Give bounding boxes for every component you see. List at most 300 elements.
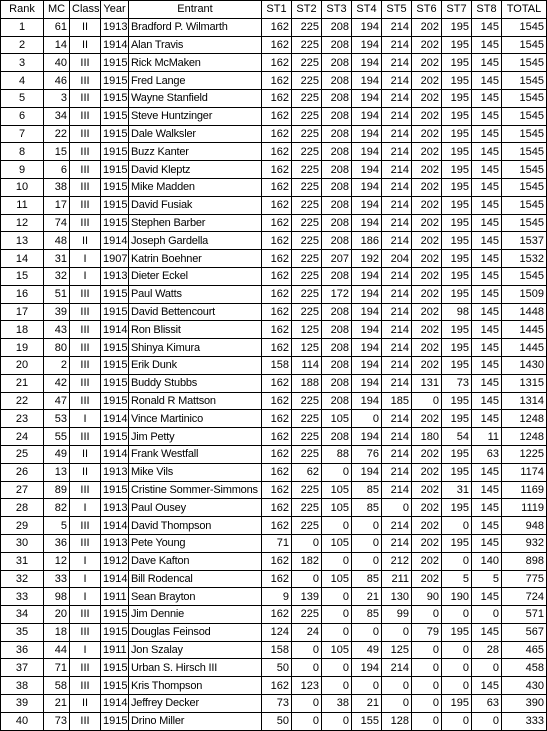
st3-cell: 0 (322, 659, 352, 677)
st6-cell: 202 (412, 72, 442, 90)
mc-cell: 14 (44, 36, 70, 54)
st2-cell: 225 (292, 178, 322, 196)
total-cell: 932 (502, 534, 547, 552)
st2-cell: 0 (292, 570, 322, 588)
mc-cell: 44 (44, 641, 70, 659)
entrant-cell: Sean Brayton (129, 588, 262, 606)
st4-cell: 49 (352, 641, 382, 659)
st8-cell: 145 (472, 321, 502, 339)
year-cell: 1913 (101, 463, 129, 481)
st8-cell: 145 (472, 392, 502, 410)
total-cell: 724 (502, 588, 547, 606)
st3-cell: 172 (322, 285, 352, 303)
st3-cell: 208 (322, 356, 352, 374)
rank-cell: 15 (1, 267, 44, 285)
st2-cell: 225 (292, 196, 322, 214)
st8-cell: 140 (472, 552, 502, 570)
st3-cell: 208 (322, 36, 352, 54)
class-cell: II (70, 36, 101, 54)
rank-cell: 21 (1, 374, 44, 392)
st5-cell: 212 (382, 552, 412, 570)
mc-cell: 21 (44, 695, 70, 713)
st1-cell: 162 (262, 481, 292, 499)
st6-cell: 0 (412, 695, 442, 713)
st8-cell: 145 (472, 356, 502, 374)
rank-cell: 12 (1, 214, 44, 232)
entrant-cell: Jeffrey Decker (129, 695, 262, 713)
total-cell: 1174 (502, 463, 547, 481)
st5-cell: 185 (382, 392, 412, 410)
st7-cell: 195 (442, 463, 472, 481)
st1-cell: 162 (262, 570, 292, 588)
st3-cell: 208 (322, 392, 352, 410)
mc-cell: 39 (44, 303, 70, 321)
st2-cell: 225 (292, 214, 322, 232)
st4-cell: 194 (352, 107, 382, 125)
mc-cell: 31 (44, 250, 70, 268)
total-cell: 1445 (502, 339, 547, 357)
st6-cell: 202 (412, 285, 442, 303)
mc-cell: 74 (44, 214, 70, 232)
st7-cell: 195 (442, 161, 472, 179)
st3-cell: 208 (322, 374, 352, 392)
mc-cell: 47 (44, 392, 70, 410)
total-cell: 430 (502, 677, 547, 695)
st8-cell: 145 (472, 303, 502, 321)
mc-cell: 80 (44, 339, 70, 357)
table-row (1, 517, 547, 535)
table-row (1, 374, 547, 392)
st1-cell: 71 (262, 534, 292, 552)
total-cell: 948 (502, 517, 547, 535)
st2-cell: 0 (292, 534, 322, 552)
st5-cell: 214 (382, 659, 412, 677)
mc-cell: 20 (44, 606, 70, 624)
total-cell: 1445 (502, 321, 547, 339)
st7-cell: 0 (442, 517, 472, 535)
st6-cell: 202 (412, 445, 442, 463)
entrant-cell: Ronald R Mattson (129, 392, 262, 410)
st7-cell: 195 (442, 72, 472, 90)
table-row (1, 214, 547, 232)
table-row (1, 161, 547, 179)
st7-cell: 0 (442, 659, 472, 677)
st1-cell: 162 (262, 232, 292, 250)
mc-cell: 51 (44, 285, 70, 303)
st7-cell: 195 (442, 410, 472, 428)
entrant-cell: Cristine Sommer-Simmons (129, 481, 262, 499)
year-cell: 1915 (101, 712, 129, 730)
class-cell: III (70, 89, 101, 107)
class-cell: II (70, 695, 101, 713)
st3-cell: 208 (322, 321, 352, 339)
year-cell: 1914 (101, 570, 129, 588)
st6-cell: 79 (412, 623, 442, 641)
st3-cell: 208 (322, 178, 352, 196)
class-cell: I (70, 250, 101, 268)
st1-cell: 162 (262, 107, 292, 125)
st3-cell: 38 (322, 695, 352, 713)
entrant-cell: Jim Dennie (129, 606, 262, 624)
st1-cell: 162 (262, 677, 292, 695)
st7-cell: 195 (442, 339, 472, 357)
st7-cell: 195 (442, 623, 472, 641)
class-cell: III (70, 374, 101, 392)
st8-cell: 145 (472, 196, 502, 214)
st7-cell: 195 (442, 36, 472, 54)
st4-cell: 194 (352, 72, 382, 90)
st7-cell: 31 (442, 481, 472, 499)
year-cell: 1915 (101, 107, 129, 125)
st8-cell: 145 (472, 534, 502, 552)
st6-cell: 202 (412, 267, 442, 285)
st8-cell: 0 (472, 606, 502, 624)
year-cell: 1915 (101, 161, 129, 179)
class-cell: I (70, 588, 101, 606)
st3-cell: 88 (322, 445, 352, 463)
st4-cell: 194 (352, 18, 382, 36)
rank-cell: 8 (1, 143, 44, 161)
rank-cell: 30 (1, 534, 44, 552)
total-cell: 1315 (502, 374, 547, 392)
st1-cell: 162 (262, 499, 292, 517)
st4-cell: 194 (352, 374, 382, 392)
st3-cell: 208 (322, 143, 352, 161)
mc-cell: 22 (44, 125, 70, 143)
class-cell: II (70, 232, 101, 250)
st8-cell: 63 (472, 445, 502, 463)
class-cell: III (70, 285, 101, 303)
total-cell: 1448 (502, 303, 547, 321)
st2-cell: 182 (292, 552, 322, 570)
year-cell: 1915 (101, 303, 129, 321)
class-cell: III (70, 125, 101, 143)
header-row (1, 1, 547, 19)
entrant-cell: Vince Martinico (129, 410, 262, 428)
st5-cell: 214 (382, 232, 412, 250)
table-row (1, 641, 547, 659)
st2-cell: 0 (292, 641, 322, 659)
st1-cell: 50 (262, 712, 292, 730)
st3-cell: 208 (322, 125, 352, 143)
st3-cell: 208 (322, 339, 352, 357)
st4-cell: 0 (352, 517, 382, 535)
class-cell: III (70, 321, 101, 339)
st3-cell: 0 (322, 606, 352, 624)
st1-cell: 50 (262, 659, 292, 677)
class-cell: II (70, 463, 101, 481)
st4-cell: 194 (352, 196, 382, 214)
table-row (1, 677, 547, 695)
st8-cell: 145 (472, 232, 502, 250)
st6-cell: 202 (412, 356, 442, 374)
year-cell: 1911 (101, 588, 129, 606)
class-cell: III (70, 161, 101, 179)
entrant-cell: Pete Young (129, 534, 262, 552)
mc-cell: 46 (44, 72, 70, 90)
st5-cell: 214 (382, 107, 412, 125)
entrant-cell: Kris Thompson (129, 677, 262, 695)
class-cell: III (70, 623, 101, 641)
st5-cell: 214 (382, 534, 412, 552)
rank-cell: 5 (1, 89, 44, 107)
st7-cell: 195 (442, 695, 472, 713)
st4-cell: 0 (352, 410, 382, 428)
entrant-cell: Joseph Gardella (129, 232, 262, 250)
class-cell: III (70, 356, 101, 374)
rank-cell: 34 (1, 606, 44, 624)
header-st2: ST2 (292, 1, 322, 19)
st7-cell: 195 (442, 392, 472, 410)
st5-cell: 0 (382, 499, 412, 517)
st2-cell: 225 (292, 267, 322, 285)
year-cell: 1915 (101, 428, 129, 446)
st8-cell: 145 (472, 588, 502, 606)
table-row (1, 392, 547, 410)
st3-cell: 105 (322, 410, 352, 428)
st3-cell: 207 (322, 250, 352, 268)
st5-cell: 214 (382, 517, 412, 535)
st5-cell: 214 (382, 267, 412, 285)
st8-cell: 145 (472, 161, 502, 179)
rank-cell: 39 (1, 695, 44, 713)
rank-cell: 32 (1, 570, 44, 588)
st2-cell: 125 (292, 321, 322, 339)
st8-cell: 145 (472, 36, 502, 54)
st2-cell: 225 (292, 499, 322, 517)
st5-cell: 214 (382, 89, 412, 107)
entrant-cell: Fred Lange (129, 72, 262, 90)
st6-cell: 202 (412, 143, 442, 161)
rank-cell: 3 (1, 54, 44, 72)
mc-cell: 6 (44, 161, 70, 179)
st4-cell: 194 (352, 339, 382, 357)
entrant-cell: Paul Watts (129, 285, 262, 303)
header-entrant: Entrant (129, 1, 262, 19)
st5-cell: 99 (382, 606, 412, 624)
st3-cell: 208 (322, 196, 352, 214)
st4-cell: 0 (352, 552, 382, 570)
st1-cell: 162 (262, 125, 292, 143)
st5-cell: 214 (382, 374, 412, 392)
st8-cell: 145 (472, 125, 502, 143)
total-cell: 1545 (502, 18, 547, 36)
st2-cell: 225 (292, 445, 322, 463)
rank-cell: 40 (1, 712, 44, 730)
year-cell: 1915 (101, 606, 129, 624)
st8-cell: 145 (472, 178, 502, 196)
total-cell: 775 (502, 570, 547, 588)
header-st5: ST5 (382, 1, 412, 19)
total-cell: 1537 (502, 232, 547, 250)
st3-cell: 208 (322, 428, 352, 446)
st6-cell: 202 (412, 552, 442, 570)
st5-cell: 214 (382, 143, 412, 161)
table-row (1, 18, 547, 36)
st7-cell: 195 (442, 356, 472, 374)
mc-cell: 98 (44, 588, 70, 606)
year-cell: 1915 (101, 659, 129, 677)
class-cell: III (70, 517, 101, 535)
entrant-cell: Stephen Barber (129, 214, 262, 232)
st4-cell: 192 (352, 250, 382, 268)
total-cell: 1545 (502, 267, 547, 285)
entrant-cell: Paul Ousey (129, 499, 262, 517)
st7-cell: 54 (442, 428, 472, 446)
rank-cell: 4 (1, 72, 44, 90)
table-row (1, 143, 547, 161)
table-row (1, 89, 547, 107)
year-cell: 1914 (101, 517, 129, 535)
rank-cell: 6 (1, 107, 44, 125)
total-cell: 1545 (502, 36, 547, 54)
class-cell: III (70, 303, 101, 321)
rank-cell: 17 (1, 303, 44, 321)
st1-cell: 162 (262, 285, 292, 303)
st5-cell: 214 (382, 36, 412, 54)
table-row (1, 499, 547, 517)
total-cell: 1545 (502, 143, 547, 161)
total-cell: 1248 (502, 428, 547, 446)
entrant-cell: Dieter Eckel (129, 267, 262, 285)
entrant-cell: Douglas Feinsod (129, 623, 262, 641)
total-cell: 571 (502, 606, 547, 624)
st4-cell: 85 (352, 481, 382, 499)
header-st1: ST1 (262, 1, 292, 19)
st4-cell: 194 (352, 659, 382, 677)
mc-cell: 55 (44, 428, 70, 446)
class-cell: I (70, 410, 101, 428)
st4-cell: 194 (352, 356, 382, 374)
mc-cell: 5 (44, 517, 70, 535)
st6-cell: 0 (412, 606, 442, 624)
rank-cell: 11 (1, 196, 44, 214)
st2-cell: 225 (292, 428, 322, 446)
st4-cell: 76 (352, 445, 382, 463)
total-cell: 1509 (502, 285, 547, 303)
st7-cell: 195 (442, 178, 472, 196)
st2-cell: 24 (292, 623, 322, 641)
rank-cell: 29 (1, 517, 44, 535)
entrant-cell: David Thompson (129, 517, 262, 535)
rank-cell: 26 (1, 463, 44, 481)
total-cell: 1248 (502, 410, 547, 428)
year-cell: 1915 (101, 143, 129, 161)
rank-cell: 10 (1, 178, 44, 196)
year-cell: 1915 (101, 392, 129, 410)
st6-cell: 202 (412, 321, 442, 339)
st1-cell: 124 (262, 623, 292, 641)
st6-cell: 202 (412, 107, 442, 125)
st6-cell: 202 (412, 339, 442, 357)
total-cell: 465 (502, 641, 547, 659)
st4-cell: 194 (352, 125, 382, 143)
total-cell: 1545 (502, 72, 547, 90)
entrant-cell: Dale Walksler (129, 125, 262, 143)
entrant-cell: Steve Huntzinger (129, 107, 262, 125)
st4-cell: 194 (352, 428, 382, 446)
rank-cell: 24 (1, 428, 44, 446)
entrant-cell: David Bettencourt (129, 303, 262, 321)
st4-cell: 85 (352, 499, 382, 517)
entrant-cell: Buddy Stubbs (129, 374, 262, 392)
st7-cell: 195 (442, 89, 472, 107)
mc-cell: 38 (44, 178, 70, 196)
st1-cell: 162 (262, 72, 292, 90)
st4-cell: 194 (352, 267, 382, 285)
entrant-cell: Erik Dunk (129, 356, 262, 374)
st3-cell: 208 (322, 54, 352, 72)
st2-cell: 225 (292, 89, 322, 107)
rank-cell: 2 (1, 36, 44, 54)
st5-cell: 214 (382, 410, 412, 428)
class-cell: I (70, 641, 101, 659)
st1-cell: 162 (262, 18, 292, 36)
header-rank: Rank (1, 1, 44, 19)
st7-cell: 195 (442, 18, 472, 36)
total-cell: 1225 (502, 445, 547, 463)
st1-cell: 162 (262, 89, 292, 107)
header-class: Class (70, 1, 101, 19)
mc-cell: 40 (44, 54, 70, 72)
rank-cell: 23 (1, 410, 44, 428)
st8-cell: 11 (472, 428, 502, 446)
entrant-cell: David Kleptz (129, 161, 262, 179)
st2-cell: 225 (292, 606, 322, 624)
total-cell: 1169 (502, 481, 547, 499)
rank-cell: 20 (1, 356, 44, 374)
class-cell: II (70, 18, 101, 36)
mc-cell: 53 (44, 410, 70, 428)
year-cell: 1915 (101, 285, 129, 303)
st7-cell: 195 (442, 54, 472, 72)
st8-cell: 145 (472, 267, 502, 285)
rank-cell: 16 (1, 285, 44, 303)
year-cell: 1915 (101, 54, 129, 72)
st4-cell: 21 (352, 588, 382, 606)
table-row (1, 54, 547, 72)
total-cell: 567 (502, 623, 547, 641)
mc-cell: 34 (44, 107, 70, 125)
table-row (1, 481, 547, 499)
st1-cell: 162 (262, 250, 292, 268)
st6-cell: 0 (412, 677, 442, 695)
rank-cell: 37 (1, 659, 44, 677)
table-row (1, 303, 547, 321)
rank-cell: 25 (1, 445, 44, 463)
st8-cell: 145 (472, 410, 502, 428)
entrant-cell: Mike Vils (129, 463, 262, 481)
st1-cell: 158 (262, 641, 292, 659)
mc-cell: 36 (44, 534, 70, 552)
st6-cell: 202 (412, 517, 442, 535)
total-cell: 333 (502, 712, 547, 730)
st5-cell: 214 (382, 285, 412, 303)
st4-cell: 85 (352, 570, 382, 588)
st2-cell: 0 (292, 712, 322, 730)
st6-cell: 202 (412, 410, 442, 428)
st1-cell: 162 (262, 606, 292, 624)
class-cell: I (70, 552, 101, 570)
st6-cell: 202 (412, 232, 442, 250)
table-row (1, 232, 547, 250)
st6-cell: 90 (412, 588, 442, 606)
entrant-cell: Jim Petty (129, 428, 262, 446)
st1-cell: 162 (262, 36, 292, 54)
year-cell: 1913 (101, 534, 129, 552)
st2-cell: 225 (292, 107, 322, 125)
rank-cell: 31 (1, 552, 44, 570)
